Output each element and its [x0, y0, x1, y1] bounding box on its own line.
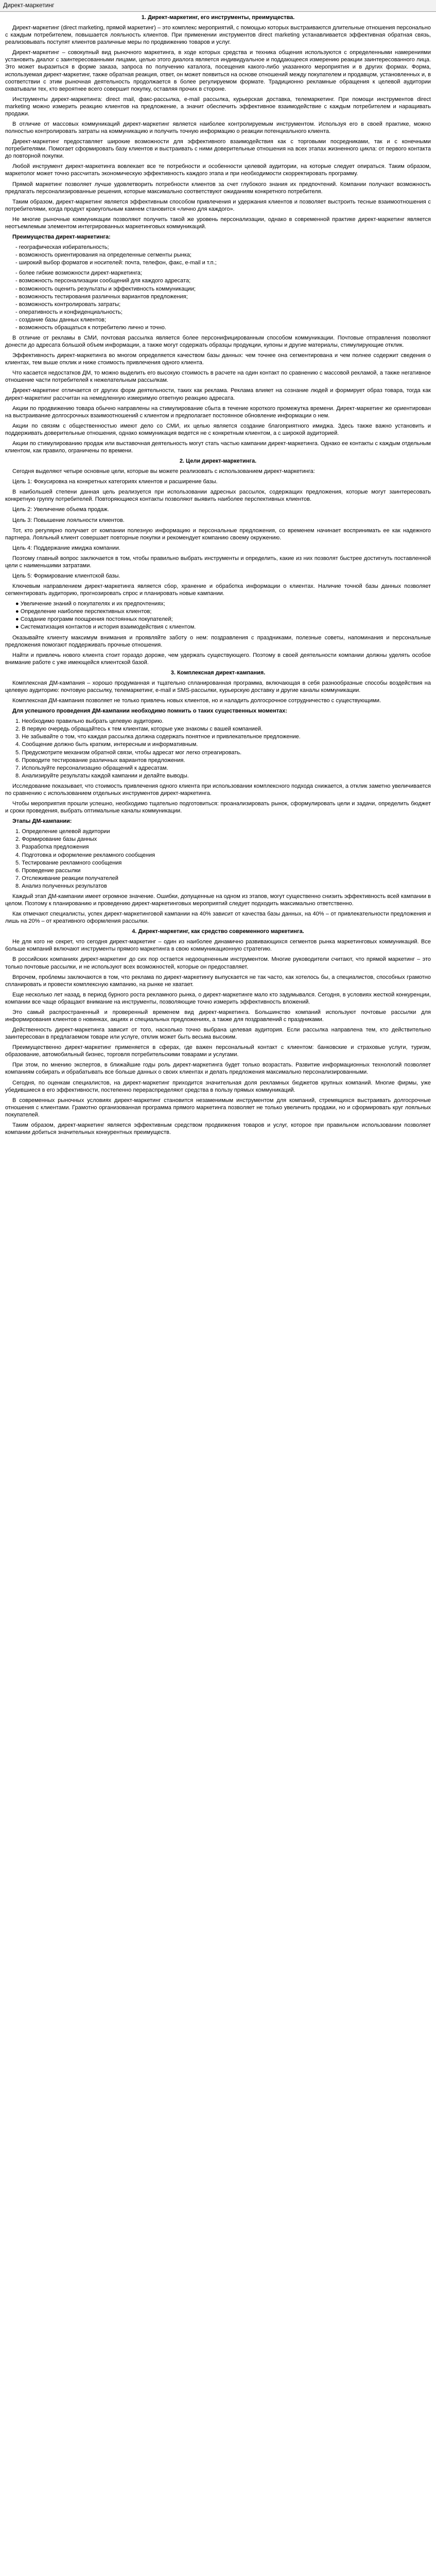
heading: 4. Директ-маркетинг, как средство современного маркетинга.: [132, 928, 304, 935]
paragraph: Акции по стимулированию продаж или выставочная деятельность могут стать частью кампании директ-маркетинга. Однако ее контакты с каждым отдельным клиентом, как правило, ограничены по времени.: [5, 440, 431, 454]
list-item: 2. В первую очередь обращайтесь к тем клиентам, которые уже знакомы с вашей компанией.: [15, 726, 263, 733]
paragraph: Впрочем, проблемы заключаются в том, что реклама по директ-маркетингу выпускается не так часто, как хотелось бы, а специалистов, способных грамотно спланировать и провести комплексную кампанию, на рынке не хватает.: [5, 974, 431, 988]
list-item: - возможность персонализации сообщений для каждого адресата;: [15, 278, 191, 284]
paragraph: Цель 5: Формирование клиентской базы.: [12, 573, 120, 579]
list-item: 2. Формирование базы данных: [15, 836, 97, 843]
list: [5, 244, 431, 266]
paragraph: Действенность директ-маркетинга зависит от того, насколько точно выбрана целевая аудитория. Если рассылка направлена тем, кто действительно заинтересован в предлагаемом товаре или услуге, отклик может быть весьма высоким.: [5, 1027, 431, 1041]
paragraph: Инструменты директ-маркетинга: direct mail, факс-рассылка, e-mail рассылка, курьерская доставка, телемаркетинг. При помощи инструментов direct marketing можно измерить реакцию клиентов на предложение, а значит обеспечить эффективное взаимодействие с каждым потребителем и наращивать продажи.: [5, 96, 431, 117]
paragraph: Поэтому главный вопрос заключается в том, чтобы правильно выбрать инструменты и определить, какие из них позволят быстрее достигнуть поставленной цели с наименьшими затратами.: [5, 555, 431, 569]
paragraph: Цель 3: Повышение лояльности клиентов.: [12, 517, 125, 523]
paragraph: Цель 1: Фокусировка на конкретных категориях клиентов и расширение базы.: [12, 479, 218, 485]
list-item: ● Систематизация контактов и история взаимодействия с клиентом.: [15, 624, 196, 631]
paragraph: Ключевым направлением директ-маркетинга является сбор, хранение и обработка информации о клиентах. Наличие точной базы данных позволяет сегментировать аудиторию, прогнозировать спрос и планировать новые кампании.: [5, 583, 431, 597]
paragraph: Любой инструмент директ-маркетинга вовлекает все те потребности и особенности целевой аудитории, на которые следует опираться. Таким образом, маркетолог может точно рассчитать экономическую эффективность каждого этапа и при необходимости скорректировать программу.: [5, 163, 431, 177]
list-item: ● Создание программ поощрения постоянных покупателей;: [15, 616, 173, 623]
list-item: 4. Сообщение должно быть кратким, интересным и информативным.: [15, 741, 198, 748]
heading: 2. Цели директ-маркетинга.: [179, 458, 257, 465]
paragraph: В современных рыночных условиях директ-маркетинг становится незаменимым инструментом для компаний, стремящихся выстраивать долгосрочные отношения с клиентами. Грамотно организованная программа прямого маркетинга позволяет не только увеличить продажи, но и сформировать круг лояльных покупателей.: [5, 1097, 431, 1118]
list-item: 8. Анализ полученных результатов: [15, 883, 107, 889]
paragraph: Тот, кто регулярно получает от компании полезную информацию и персональные предложения, со временем начинает воспринимать ее как надежного партнера. Лояльный клиент совершает повторные покупки и рекомендует компанию своему окружению.: [5, 527, 431, 541]
list-item: - возможность оценить результаты и эффективность коммуникации;: [15, 285, 196, 292]
paragraph: В наибольшей степени данная цель реализуется при использовании адресных рассылок, содержащих предложения, которые могут заинтересовать конкретную группу потребителей. Повторяющиеся контакты позволяют выявить наиболее перспективных клиентов.: [5, 489, 431, 503]
list-item: - возможность тестирования различных вариантов предложения;: [15, 293, 188, 300]
document-body: [0, 12, 436, 1144]
document-title: Директ-маркетинг: [3, 2, 55, 9]
paragraph: Эффективность директ-маркетинга во многом определяется качеством базы данных: чем точнее она сегментирована и чем полнее содержит сведения о клиентах, тем выше отклик и ниже стоимость привлечения одного клиента.: [5, 352, 431, 366]
list-item: 6. Проводите тестирование различных вариантов предложения.: [15, 757, 185, 764]
paragraph: Оказывайте клиенту максимум внимания и проявляйте заботу о нем: поздравления с праздниками, полезные советы, напоминания и персональные предложения помогают поддерживать прочные отношения.: [5, 634, 431, 648]
paragraph: Что касается недостатков ДМ, то можно выделить его высокую стоимость в расчете на один контакт по сравнению с массовой рекламой, а также негативное отношение части потребителей к нежелательным рассылкам.: [5, 370, 431, 384]
paragraph: Не для кого не секрет, что сегодня директ-маркетинг – один из наиболее динамично развивающихся сегментов рынка маркетинговых коммуникаций. Все больше компаний включают инструменты прямого маркетинга в свою коммуникационную стратегию.: [5, 939, 431, 953]
heading: Этапы ДМ-кампании:: [12, 818, 72, 825]
paragraph: Директ-маркетинг (direct marketing, прямой маркетинг) – это комплекс мероприятий, с помощью которых выстраиваются длительные отношения персонально с каждым потребителем, повышается лояльность клиентов. При применении инструментов direct marketing устанавливается эффективная обратная связь, реализовывать поступят клиентов различные меры по продвижению товаров и услуг.: [5, 25, 431, 46]
list-item: 7. Отслеживание реакции получателей: [15, 875, 118, 882]
list: [5, 828, 431, 890]
paragraph: Цель 4: Поддержание имиджа компании.: [12, 545, 120, 551]
paragraph: Исследование показывает, что стоимость привлечения одного клиента при использовании комплексного подхода снижается, а отклик заметно увеличивается по сравнению с использованием отдельных инструментов директ-маркетинга.: [5, 783, 431, 796]
paragraph: Найти и привлечь нового клиента стоит гораздо дороже, чем удержать существующего. Поэтому в своей деятельности компании должны уделять особое внимание работе с уже имеющейся клиентской базой.: [5, 652, 431, 666]
list-item: 3. Разработка предложения: [15, 844, 89, 851]
list-item: 1. Определение целевой аудитории: [15, 828, 110, 835]
heading: 1. Директ-маркетинг, его инструменты, преимущества.: [141, 14, 295, 21]
paragraph: Комплексная ДМ-кампания позволяет не только привлечь новых клиентов, но и наладить долгосрочное сотрудничество с существующими.: [12, 698, 381, 704]
paragraph: Чтобы мероприятия прошли успешно, необходимо тщательно подготовиться: проанализировать рынок, сформулировать цели и задачи, определить бюджет и сроки проведения, выбрать оптимальные каналы коммуникации.: [5, 801, 431, 815]
list-item: ● Определение наиболее перспективных клиентов;: [15, 608, 152, 615]
list-item: 8. Анализируйте результаты каждой кампании и делайте выводы.: [15, 772, 189, 779]
paragraph: Сегодня выделяют четыре основные цели, которые вы можете реализовать с использованием директ-маркетинга:: [12, 468, 315, 475]
list-item: - создание базы данных клиентов;: [15, 316, 106, 323]
paragraph: Цель 2: Увеличение объема продаж.: [12, 506, 109, 513]
list-item: - широкий выбор форматов и носителей: почта, телефон, факс, e-mail и т.п.;: [15, 260, 217, 266]
paragraph: Таким образом, директ-маркетинг является эффективным средством продвижения товаров и услуг, которое при правильном использовании позволяет компании добиться значительных конкурентных преимуществ.: [5, 1122, 431, 1136]
paragraph: Комплексная ДМ-кампания – хорошо продуманная и тщательно спланированная программа, включающая в себя разнообразные способы воздействия на целевую аудиторию: почтовую рассылку, телемаркетинг, e-mail и SMS-рассылки, курьерскую доставку и другие каналы коммуникации.: [5, 680, 431, 694]
paragraph: Как отмечают специалисты, успех директ-маркетинговой кампании на 40% зависит от качества базы данных, на 40% – от привлекательности предложения и лишь на 20% – от креативного оформления рассылки.: [5, 911, 431, 925]
heading: 3. Комплексная директ-кампания.: [170, 669, 266, 676]
list-item: - более гибкие возможности директ-маркетинга;: [15, 270, 142, 277]
list: [5, 269, 431, 331]
list-item: - возможность контролировать затраты;: [15, 301, 121, 308]
paragraph: В отличие от массовых коммуникаций директ-маркетинг является наиболее контролируемым инструментом. Используя его в своей практике, можно полностью контролировать затраты на коммуникацию и получить точную информацию о реакции потенциального клиента.: [5, 121, 431, 135]
paragraph: Это самый распространенный и проверенный временем вид директ-маркетинга. Большинство компаний используют почтовые рассылки для информирования клиентов о новинках, акциях и специальных предложениях, а также для поздравлений с праздниками.: [5, 1009, 431, 1023]
paragraph: Сегодня, по оценкам специалистов, на директ-маркетинг приходится значительная доля рекламных бюджетов крупных компаний. Многие фирмы, уже убедившиеся в его эффективности, постепенно перераспределяют средства в пользу прямых коммуникаций.: [5, 1079, 431, 1093]
list-item: 5. Предусмотрите механизм обратной связи, чтобы адресат мог легко отреагировать.: [15, 749, 242, 756]
list-item: - возможность ориентирования на определенные сегменты рынка;: [15, 252, 191, 259]
list-item: 1. Необходимо правильно выбрать целевую аудиторию.: [15, 718, 164, 725]
paragraph: В отличие от рекламы в СМИ, почтовая рассылка является более персонифицированным способом коммуникации. Почтовые отправления позволяют донести до адресата большой объем информации, а также могут содержать образцы продукции, купоны и другие материалы, стимулирующие отклик.: [5, 334, 431, 349]
list-item: 7. Используйте персонализацию обращений к адресатам.: [15, 765, 168, 771]
paragraph: Акции по продвижению товара обычно направлены на стимулирование сбыта в течение короткого промежутка времени. Директ-маркетинг же ориентирован на выстраивание долгосрочных взаимоотношений с клиентом и предполагает постоянное обновление информации о нем.: [5, 405, 431, 419]
paragraph: Прямой маркетинг позволяет лучше удовлетворить потребности клиентов за счет глубокого знания их предпочтений. Компании получают возможность предлагать персонализированные решения, которые максимально соответствуют ожиданиям конкретного потребителя.: [5, 181, 431, 195]
list-item: 6. Проведение рассылки: [15, 867, 81, 874]
title-bar: [0, 0, 436, 12]
list-item: ● Увеличение знаний о покупателях и их предпочтениях;: [15, 601, 165, 607]
list: [5, 600, 431, 631]
paragraph: Директ-маркетинг предоставляет широкие возможности для эффективного взаимодействия как с торговыми посредниками, так и с конечными потребителями. Помогает сформировать базу клиентов и выстраивать с ними доверительные отношения на всех этапах жизненного цикла: от первого контакта до повторной покупки.: [5, 139, 431, 160]
paragraph: Директ-маркетинг – совокупный вид рыночного маркетинга, в ходе которых средства и техника общения используются с определенными намерениями установить диалог с заинтересованными лицами, целью этого диалога является индивидуальное и поддающееся измерению реакции заинтересованного лица. Это может выразиться в форме заказа, запроса по получению каталога, посещения какого-либо указанного мероприятия и в других формах. Форма, используемая директ-маркетинг, также обратная реакция, ответ, он может появиться на основе отношений между покупателем и продавцом, установленных и, в соответствии с этим рыночная деятельность продолжается в более регулируемом формате. Традиционно рекламные обращения к целевой аудитории охватывали тех, кто вероятнее всего совершит покупку, оставляя прочих в стороне.: [5, 49, 431, 92]
paragraph: Акции по связям с общественностью имеют дело со СМИ, их целью является создание благоприятного имиджа. Здесь также важно установить и поддерживать доверительные отношения, однако коммуникация ведется не с конкретным клиентом, а с широкой аудиторией.: [5, 422, 431, 436]
paragraph: Таким образом, директ-маркетинг является эффективным способом привлечения и удержания клиентов и позволяет выстроить тесные взаимоотношения с потребителями, когда продукт краеугольным камнем становится «лично для каждого».: [5, 198, 431, 212]
list-item: 3. Не забывайте о том, что каждая рассылка должна содержать понятное и привлекательное предложение.: [15, 734, 301, 740]
paragraph: Директ-маркетинг отличается от других форм деятельности, таких как реклама. Реклама влияет на сознание людей и формирует образ товара, тогда как директ-маркетинг рассчитан на немедленную измеримую ответную реакцию адресата.: [5, 387, 431, 401]
paragraph: В российских компаниях директ-маркетинг до сих пор остается недооцененным инструментом. Многие руководители считают, что прямой маркетинг – это только почтовые рассылки, и не используют всех возможностей, которые он предоставляет.: [5, 956, 431, 970]
paragraph: Преимущественно директ-маркетинг применяется в сферах, где важен персональный контакт с клиентом: банковские и страховые услуги, туризм, образование, автомобильный бизнес, торговля потребительскими товарами и услугами.: [5, 1044, 431, 1058]
list: [5, 718, 431, 779]
paragraph: Каждый этап ДМ-кампании имеет огромное значение. Ошибки, допущенные на одном из этапов, могут существенно снизить эффективность всей кампании в целом. Поэтому к планированию и проведению директ-маркетинговых мероприятий следует подходить максимально ответственно.: [5, 893, 431, 907]
heading: Преимущества директ-маркетинга:: [12, 234, 111, 241]
document-window: [0, 0, 436, 1144]
paragraph: При этом, по мнению экспертов, в ближайшие годы роль директ-маркетинга будет только возрастать. Развитие информационных технологий позволяет компаниям собирать и обрабатывать все больше данных о своих клиентах и делать предложения максимально персонализированными.: [5, 1062, 431, 1076]
heading: Для успешного проведения ДМ-кампании необходимо помнить о таких существенных моментах:: [12, 708, 287, 715]
paragraph: Еще несколько лет назад, в период бурного роста рекламного рынка, о директ-маркетинге мало кто задумывался. Сегодня, в условиях жесткой конкуренции, компании все чаще обращают внимание на инструменты, позволяющие точно измерить эффективность вложений.: [5, 991, 431, 1005]
paragraph: Не многие рыночные коммуникации позволяют получить такой же уровень персонализации, однако в современной практике директ-маркетинг является неотъемлемым элементом интегрированных маркетинговых коммуникаций.: [5, 216, 431, 230]
list-item: - оперативность и конфиденциальность;: [15, 309, 123, 315]
list-item: - возможность обращаться к потребителю лично и точно.: [15, 324, 166, 331]
list-item: - географическая избирательность;: [15, 244, 109, 251]
list-item: 5. Тестирование рекламного сообщения: [15, 859, 122, 866]
list-item: 4. Подготовка и оформление рекламного сообщения: [15, 852, 155, 858]
